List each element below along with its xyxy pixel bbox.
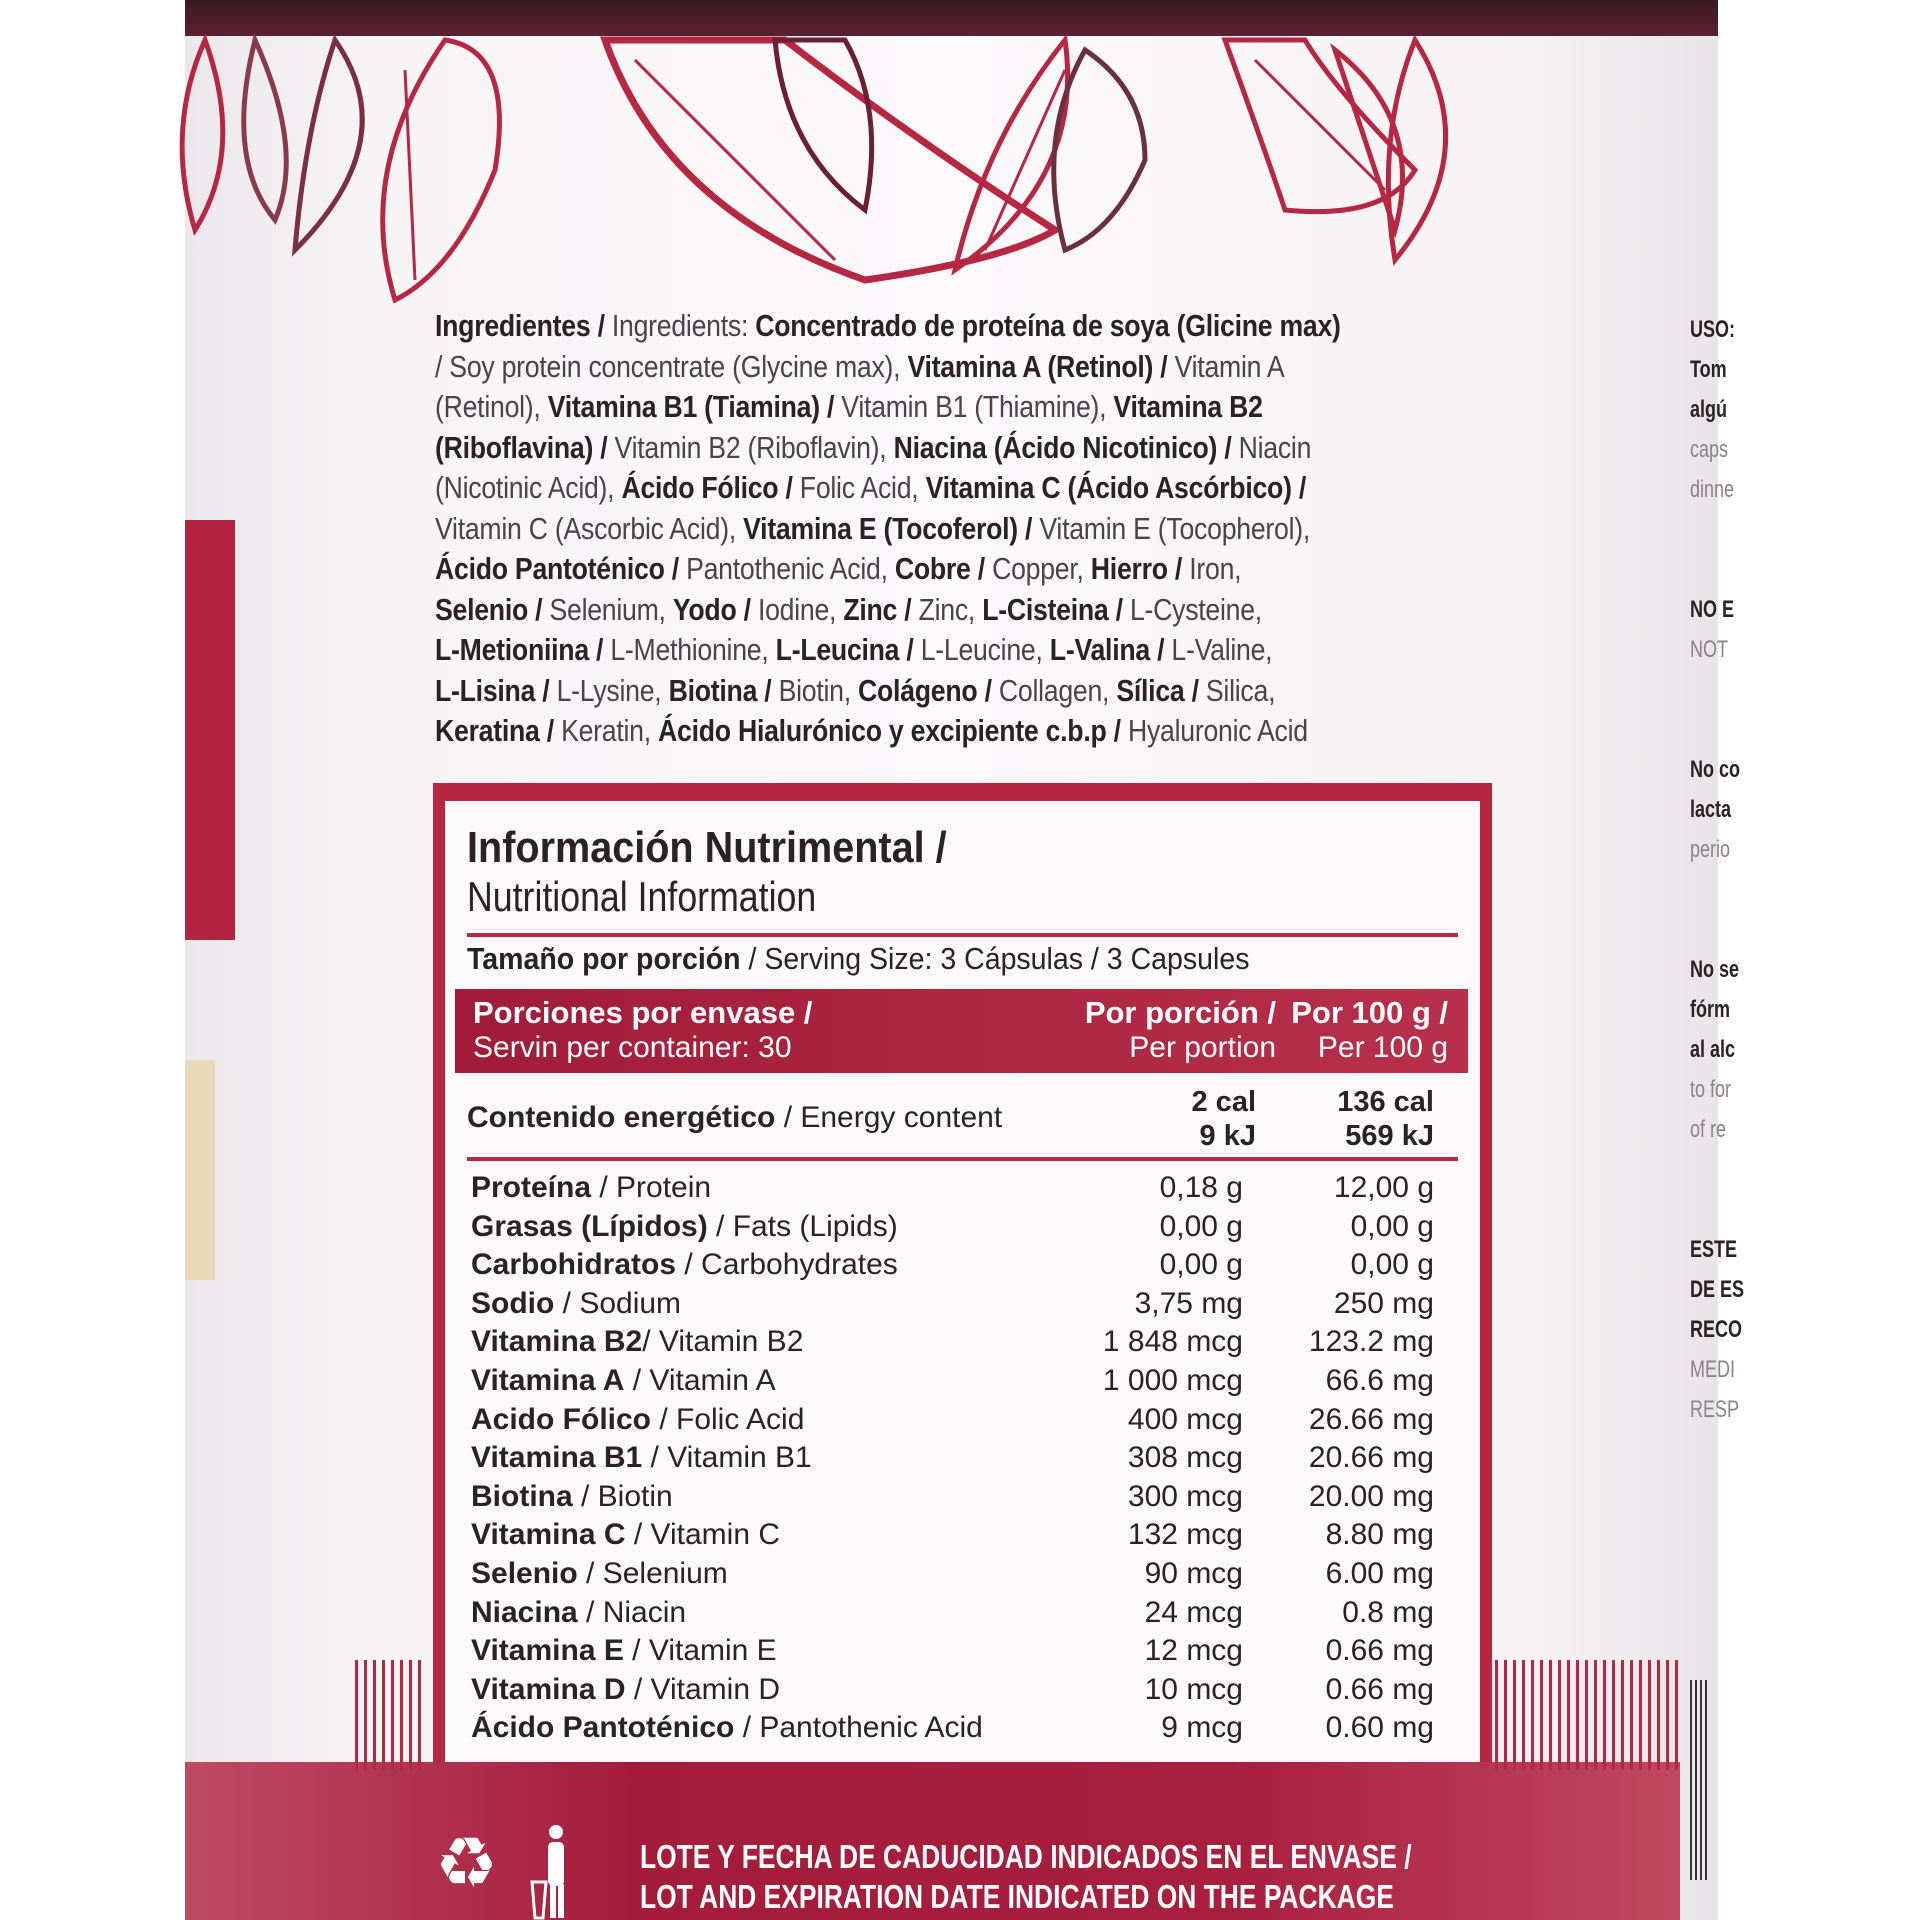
instruction-text-fragment: No co [1690,756,1741,783]
nutrient-name [471,1634,777,1667]
ingredient-line [435,468,1381,509]
ingredient-line [435,387,1381,428]
nutrient-name-en: / Protein [591,1171,712,1204]
ingredient-line [435,630,1381,671]
ingredient-line [435,428,1381,469]
footer-band [185,1762,1680,1920]
side-graphic [185,520,235,940]
per-portion-value: 10 mcg [1144,1672,1243,1706]
ingredient-name-es: Vitamina A (Retinol) / [907,348,1175,384]
nutrient-name [471,1403,804,1436]
instruction-text-fragment: RECO [1690,1316,1743,1343]
instruction-text-fragment [1690,870,1711,910]
ingredient-name-es: Ácido Hialurónico y excipiente c.b.p / [658,713,1128,748]
instruction-text-fragment: algú [1690,396,1728,423]
table-row [471,1362,1458,1401]
table-row [471,1671,1458,1710]
nutrient-name-es: Biotina [471,1479,573,1513]
nutrient-name [471,1248,898,1281]
nutrition-facts-panel [433,783,1492,1762]
nutrient-name [471,1210,898,1243]
table-row [471,1208,1458,1247]
ingredient-name-es: Ácido Pantoténico / [435,551,687,586]
instruction-text-fragment [1690,1150,1711,1190]
per-100g-value: 0.8 mg [1342,1595,1434,1629]
nutrient-name-en: / Pantothenic Acid [734,1711,983,1745]
instruction-text-fragment: to for [1690,1076,1732,1103]
per-portion-value: 1 848 mcg [1102,1325,1243,1359]
ingredient-name-en: Folic Acid, [799,470,926,505]
nutrient-name-es: Vitamina C [471,1518,626,1552]
energy-portion-kj: 9 kJ [1199,1120,1256,1152]
leaf-icon [295,40,362,250]
instruction-text-fragment: dinne [1690,476,1735,503]
per-portion-value: 308 mcg [1127,1441,1243,1475]
divider [467,1157,1458,1161]
ingredient-name-es: L-Valina / [1049,632,1172,667]
nutrient-name-es: Acido Fólico [471,1402,651,1436]
ingredient-name-en: L-Valine, [1171,632,1273,667]
nutrient-name-es: Grasas (Lípidos) [471,1209,708,1243]
per-portion-value: 9 mcg [1161,1711,1243,1745]
instruction-text-fragment: fórm [1690,996,1731,1023]
instruction-text-fragment: USO: [1690,316,1735,343]
table-row [471,1401,1458,1440]
ingredient-name-es: Niacina (Ácido Nicotinico) / [893,429,1239,465]
table-row [471,1439,1458,1478]
ingredient-line [435,711,1381,752]
leaf-icon [383,40,500,300]
per-portion-value: 0,00 g [1159,1209,1243,1243]
instruction-text-fragment: lacta [1690,796,1732,823]
table-header [455,989,1468,1073]
ingredient-line [435,347,1381,388]
per-portion-value: 1 000 mcg [1102,1363,1243,1397]
instruction-text-fragment: RESP [1690,1396,1740,1423]
per-100g-value: 123.2 mg [1308,1325,1434,1359]
energy-portion-cal: 2 cal [1191,1086,1256,1118]
instruction-text-fragment [1690,670,1711,710]
instruction-text-fragment: No se [1690,956,1740,983]
ingredient-line [435,549,1381,590]
table-row [471,1555,1458,1594]
table-row [471,1632,1458,1671]
instruction-text-fragment: perio [1690,836,1731,863]
per-100g-value: 6.00 mg [1325,1556,1434,1590]
instruction-text-fragment [1690,550,1711,590]
trash-bin-person-icon [530,1824,570,1920]
nutrient-name-es: Vitamina A [471,1363,625,1397]
ingredient-line [435,590,1381,631]
instruction-text-fragment [1690,1190,1711,1230]
ingredient-name-en: L-Methionine, [610,632,776,667]
instruction-text-fragment: al alc [1690,1036,1736,1063]
nutrient-name-en: / Vitamin D [625,1672,780,1706]
ingredient-name-es: Cobre / [894,551,993,586]
per-100g-value: 0.60 mg [1325,1711,1434,1745]
per-100g-header [1291,995,1448,1065]
ingredient-name-es: Zinc / [843,591,919,627]
energy-label-es: Contenido energético [467,1101,776,1134]
ingredient-line [435,509,1381,550]
table-row [471,1709,1458,1748]
grass-graphic [1495,1660,1680,1770]
ingredient-name-en: L-Cysteine, [1129,591,1262,627]
ingredient-name-en: Niacin [1238,429,1312,465]
serving-size-label: Tamaño por porción [467,941,741,976]
per-portion-value: 400 mcg [1127,1402,1243,1436]
divider [467,933,1458,937]
ingredient-name-en: L-Leucine, [920,632,1050,667]
instruction-text-fragment: NOT [1690,636,1729,663]
ingredient-name-es: Hierro / [1090,551,1190,586]
nutrient-name-es: Selenio [471,1556,578,1590]
nutrient-name-en: / Niacin [577,1595,687,1629]
ingredient-name-es: Keratina / [435,713,562,748]
nutrient-name [471,1480,673,1513]
ingredient-name-en: Vitamin C (Ascorbic Acid), [435,510,744,546]
side-graphic [185,1060,215,1280]
product-label [185,0,1745,1920]
ingredient-name-es: (Riboflavina) / [435,429,615,465]
grass-graphic [355,1660,425,1770]
ingredient-line [435,671,1381,712]
ingredient-name-en: (Nicotinic Acid), [435,470,622,505]
nutrient-rows [471,1169,1458,1748]
energy-100g-cal: 136 cal [1337,1086,1434,1118]
table-row [471,1594,1458,1633]
recycle-icon: ♻ [435,1824,498,1902]
per-portion-value: 0,00 g [1159,1248,1243,1282]
instruction-text-fragment: ESTE [1690,1236,1738,1263]
instruction-text-fragment: DE ES [1690,1276,1745,1303]
ingredient-name-en: (Retinol), [435,389,548,424]
per-portion-value: 24 mcg [1144,1595,1243,1629]
ingredient-name-es: Vitamina B1 (Tiamina) / [547,389,842,424]
ingredient-name-es: Sílica / [1116,672,1206,708]
ingredient-name-es: L-Leucina / [775,632,921,667]
leaf-icon [244,40,287,220]
nutrient-name-es: Ácido Pantoténico [471,1711,735,1745]
nutrient-name-en: / Selenium [577,1556,728,1590]
per-portion-value: 300 mcg [1127,1479,1243,1513]
ingredient-name-es: L-Lisina / [435,672,557,708]
ingredient-name-es: Ingredientes / [435,308,612,343]
instruction-text-fragment: caps [1690,436,1729,463]
instruction-text-fragment: of re [1690,1116,1727,1143]
instruction-text-fragment: Tom [1690,356,1727,383]
per-100g-value: 12,00 g [1333,1171,1434,1204]
nutrient-name-en: / Folic Acid [651,1402,805,1436]
ingredient-name-en: Biotin, [778,672,859,708]
instruction-text-fragment [1690,910,1711,950]
nutrient-name-en: / Fats (Lipids) [707,1209,898,1243]
nutrient-name [471,1171,711,1204]
per-100g-value: 0.66 mg [1325,1672,1434,1706]
ingredient-name-es: Concentrado de proteína de soya (Glicine max) [755,308,1341,343]
instruction-text-fragment [1690,510,1711,550]
per-portion-value: 12 mcg [1144,1634,1243,1668]
per-100g-value: 20.00 mg [1308,1479,1434,1513]
per-portion-value: 90 mcg [1144,1556,1243,1590]
nutrient-name-en: / Vitamin B2 [642,1325,804,1359]
per-portion-es: Por porción / [1084,995,1276,1030]
per-portion-value: 132 mcg [1127,1518,1243,1552]
ingredient-name-en: Vitamin E (Tocopherol), [1039,510,1311,546]
nutrient-name-es: Proteína [471,1171,592,1204]
servings-label: Porciones por envase / [473,995,813,1030]
leaf-icon [182,40,223,230]
nutrient-name-es: Vitamina B2 [471,1325,643,1359]
serving-size-value: / Serving Size: 3 Cápsulas / 3 Capsules [740,941,1250,976]
nutrient-name-es: Vitamina E [471,1634,624,1668]
nutrient-name [471,1287,681,1320]
nutrient-name [471,1518,780,1551]
nutrient-name-es: Vitamina D [471,1672,626,1706]
nutrient-name-en: / Vitamin E [623,1634,777,1668]
ingredient-name-en: Iron, [1189,551,1242,586]
per-100g-value: 20.66 mg [1308,1441,1434,1475]
energy-100g-kj: 569 kJ [1345,1120,1434,1152]
ingredients-text [435,306,1535,752]
per-portion-en: Per portion [1129,1031,1276,1064]
ingredient-name-en: Iodine, [757,591,844,627]
nutrient-name [471,1364,776,1397]
per-portion-value: 3,75 mg [1134,1286,1243,1320]
table-row [471,1323,1458,1362]
ingredient-name-es: L-Cisteina / [982,591,1130,627]
per-100g-value: 66.6 mg [1325,1363,1434,1397]
nutrient-name [471,1711,983,1744]
energy-label [467,1101,1002,1135]
nutrient-name [471,1557,728,1590]
per-100g-value: 250 mg [1333,1286,1434,1320]
nutrient-name-es: Vitamina B1 [471,1441,643,1475]
ingredient-name-en: Ingredients: [611,308,756,343]
per-100g-value: 0,00 g [1350,1209,1434,1243]
ingredient-name-es: Biotina / [668,672,779,708]
serving-size [467,941,1249,977]
servings-value: Servin per container: 30 [473,1031,792,1064]
lot-notice-en: LOT AND EXPIRATION DATE INDICATED ON THE PACKAGE [640,1878,1394,1915]
lot-notice-es: LOTE Y FECHA DE CADUCIDAD INDICADOS EN EL ENVASE / [640,1838,1412,1875]
per-100g-value: 0,00 g [1350,1248,1434,1282]
nutrient-name-en: / Biotin [572,1479,673,1513]
ingredient-name-es: L-Metioniina / [435,632,611,667]
nutrient-name [471,1325,803,1358]
energy-per-100g [1337,1085,1434,1153]
ingredient-name-en: / Soy protein concentrate (Glycine max), [435,348,908,384]
table-row [471,1478,1458,1517]
table-row [471,1169,1458,1208]
energy-label-en: / Energy content [775,1101,1003,1134]
nutrient-name-en: / Vitamin B1 [642,1441,812,1475]
ingredient-name-en: L-Lysine, [556,672,669,708]
ingredient-name-en: Silica, [1205,672,1276,708]
nutrient-name-es: Niacina [471,1595,578,1629]
per-100g-en: Per 100 g [1317,1031,1448,1064]
table-row [471,1516,1458,1555]
ingredient-name-es: Ácido Fólico / [621,470,800,505]
per-100g-value: 0.66 mg [1325,1634,1434,1668]
nutrient-name-en: / Carbohydrates [676,1248,898,1282]
ingredient-name-en: Hyaluronic Acid [1127,713,1308,748]
ingredient-name-en: Vitamin A [1174,348,1285,384]
ingredient-name-en: Pantothenic Acid, [686,551,895,586]
ingredient-name-en: Vitamin B2 (Riboflavin), [614,429,894,465]
ingredient-name-es: Selenio / [435,591,550,627]
nutrient-name-en: / Vitamin A [624,1363,776,1397]
ingredient-name-en: Copper, [992,551,1091,586]
table-row [471,1285,1458,1324]
ingredient-name-es: Colágeno / [858,672,999,708]
barcode [1690,1680,1710,1880]
ingredient-name-en: Collagen, [998,672,1117,708]
nutrition-title-en: Nutritional Information [467,873,817,920]
energy-per-portion [1192,1085,1257,1153]
nutrient-name [471,1441,812,1474]
instruction-text-fragment: MEDI [1690,1356,1735,1383]
ingredient-name-en: Selenium, [549,591,673,627]
ingredient-name-es: Yodo / [672,591,758,627]
ingredient-name-en: Keratin, [561,713,659,748]
nutrient-name [471,1596,686,1629]
per-portion-header [1085,995,1276,1065]
instruction-text-fragment: NO E [1690,596,1735,623]
nutrient-name-en: / Vitamin C [625,1518,780,1552]
nutrient-name [471,1673,780,1706]
nutrient-name-es: Sodio [471,1286,555,1320]
ingredient-name-es: Vitamina B2 [1113,389,1263,424]
ingredient-name-en: Vitamin B1 (Thiamine), [841,389,1114,424]
instruction-text-fragment [1690,710,1711,750]
ingredient-name-en: Zinc, [918,591,983,627]
per-100g-es: Por 100 g / [1291,995,1448,1030]
ingredient-line [435,306,1381,347]
per-100g-value: 8.80 mg [1325,1518,1434,1552]
ingredient-name-es: Vitamina C (Ácido Ascórbico) / [925,470,1306,505]
usage-instructions-partial [1690,310,1745,1430]
nutrition-title-es: Información Nutrimental / [467,823,947,872]
per-100g-value: 26.66 mg [1308,1402,1434,1436]
ingredient-name-es: Vitamina E (Tocoferol) / [743,510,1040,546]
nutrient-name-es: Carbohidratos [471,1248,677,1282]
per-portion-value: 0,18 g [1159,1171,1243,1204]
nutrient-name-en: / Sodium [554,1286,682,1320]
table-row [471,1246,1458,1285]
leaf-illustration [185,30,1718,320]
